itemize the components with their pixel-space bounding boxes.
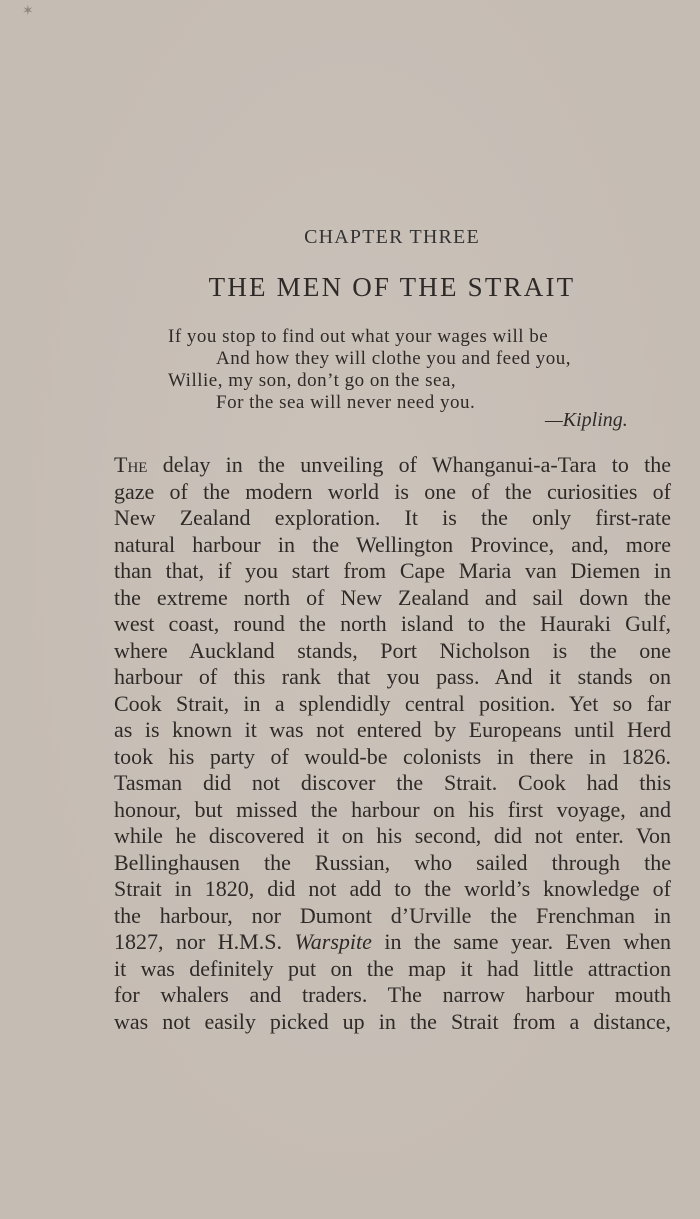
body-line: Cook Strait, in a splendidly central position. Yet so far xyxy=(114,690,671,716)
body-line: harbour of this rank that you pass. And it stands on xyxy=(114,664,671,689)
epigraph-line: If you stop to find out what your wages will be xyxy=(168,326,549,347)
drop-word: The xyxy=(114,452,148,477)
body-line-text: delay in the unveiling of Whanganui-a-Tara to the xyxy=(147,452,671,477)
epigraph-line: Willie, my son, don’t go on the sea, xyxy=(168,370,457,391)
body-paragraph xyxy=(114,452,671,1035)
body-line: the extreme north of New Zealand and sail down the xyxy=(114,584,671,610)
body-line-text: in the same year. Even when xyxy=(371,929,671,954)
body-line: Strait in 1820, did not add to the world’s knowledge of xyxy=(114,876,671,901)
epigraph xyxy=(168,326,648,414)
body-line: for whalers and traders. The narrow harbour mouth xyxy=(114,982,671,1007)
body-line xyxy=(114,929,671,956)
body-line: gaze of the modern world is one of the curiosities of xyxy=(114,478,671,504)
body-line: where Auckland stands, Port Nicholson is the one xyxy=(114,637,671,663)
epigraph-line: And how they will clothe you and feed you, xyxy=(216,348,572,369)
body-line: it was definitely put on the map it had little attraction xyxy=(114,955,671,981)
body-line xyxy=(114,452,671,479)
body-line: as is known it was not entered by Europeans until Herd xyxy=(114,717,671,742)
body-line: was not easily picked up in the Strait from a distance, xyxy=(114,1008,671,1034)
body-line-text: 1827, nor H.M.S. xyxy=(114,929,295,954)
ship-name: Warspite xyxy=(294,929,372,954)
body-line: Tasman did not discover the Strait. Cook had this xyxy=(114,770,671,795)
body-line: took his party of would-be colonists in there in 1826. xyxy=(114,743,671,769)
body-line: honour, but missed the harbour on his first voyage, and xyxy=(114,796,671,822)
body-line: than that, if you start from Cape Maria van Diemen in xyxy=(114,558,671,583)
page-speck-mark: ✶ xyxy=(22,3,34,19)
body-line: the harbour, nor Dumont d’Urville the Frenchman in xyxy=(114,902,671,928)
chapter-title: THE MEN OF THE STRAIT xyxy=(208,272,576,302)
epigraph-attribution: —Kipling. xyxy=(545,409,628,431)
body-line: west coast, round the north island to the Hauraki Gulf, xyxy=(114,611,671,636)
body-line: while he discovered it on his second, did not enter. Von xyxy=(114,823,671,848)
body-line: New Zealand exploration. It is the only first-rate xyxy=(114,505,671,530)
body-line: Bellinghausen the Russian, who sailed through the xyxy=(114,849,671,875)
chapter-label: CHAPTER THREE xyxy=(304,226,480,248)
body-line: natural harbour in the Wellington Province, and, more xyxy=(114,531,671,557)
epigraph-line: For the sea will never need you. xyxy=(216,392,476,413)
